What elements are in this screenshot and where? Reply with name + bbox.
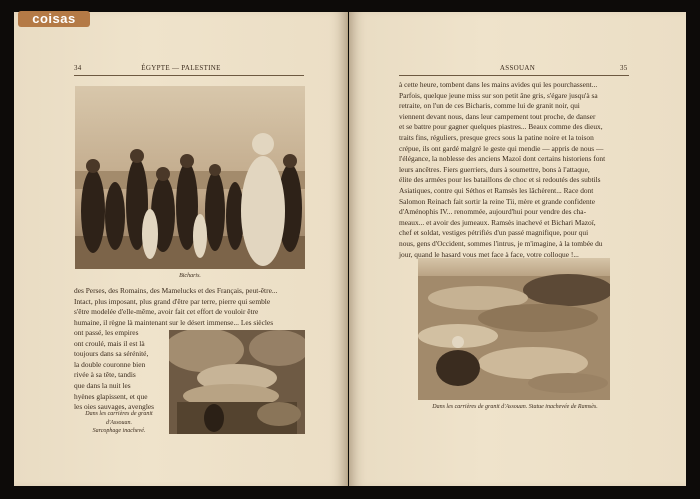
right-running-head: ASSOUAN xyxy=(499,64,536,72)
text-line: Intact, plus imposant, plus grand d'être par terre, pierre qui semble xyxy=(74,296,271,306)
text-line: crépue, ils ont gardé malgré le geste qui mendie — appris de nous — xyxy=(399,143,604,153)
text-line: meaux... et avoir des jumeaux. Ramsès inachevé et Bichari Mazoï, xyxy=(399,217,596,227)
text-line: nous, gens d'Occident, sommes l'intrus, je m'imagine, à la tombée du xyxy=(399,238,603,248)
photo-bicharis xyxy=(75,86,305,269)
text-line: ont passé, les empires xyxy=(74,328,139,337)
sarcophagus-photo-drawing xyxy=(169,330,305,434)
text-line: toujours dans sa sérénité, xyxy=(74,349,149,359)
text-line: ont croulé, mais il est là xyxy=(74,338,145,348)
text-line: chef et soldat, vestiges pétrifiés d'un passé magnifique, pour qui xyxy=(399,228,589,238)
watermark-logo: coisas xyxy=(18,11,90,27)
left-header-rule xyxy=(74,75,304,76)
right-page xyxy=(349,12,686,486)
photo-sarcophagus-caption xyxy=(74,410,164,436)
ramses-photo-drawing xyxy=(418,258,610,400)
left-page-number: 34 xyxy=(74,64,82,72)
text-line: que dans la nuit les xyxy=(74,380,131,390)
text-line: la double couronne bien xyxy=(74,359,146,369)
text-line: et se battre pour gagner quelques piastres... Beaux comme des dieux, xyxy=(399,122,603,132)
photo-sarcophagus xyxy=(169,330,305,434)
text-line: élite des armées pour les bataillons de choc et si redoutés des subtils xyxy=(399,175,601,185)
text-line: Parfois, quelque jeune miss sur son petit âne gris, s'égare jusqu'à sa xyxy=(399,90,598,100)
text-line: Asiatiques, contre qui Séthos et Ramsès les lâchèrent... Race dont xyxy=(399,185,594,195)
left-page xyxy=(14,12,348,486)
text-line: hyènes glapissent, et que xyxy=(74,391,148,401)
left-body-narrow xyxy=(74,328,164,413)
right-header-rule xyxy=(399,75,629,76)
text-line: des Perses, des Romains, des Mamelucks et des Français, peut-être... xyxy=(74,286,278,295)
right-page-number: 35 xyxy=(620,64,628,72)
text-line: viennent devant nous, dans leur campement tout proche, de danser xyxy=(399,111,596,121)
caption-line: Sarcophage inachevé. xyxy=(92,428,146,434)
text-line: humaine, il règne là maintenant sur le désert immense... Les siècles xyxy=(74,317,274,327)
text-line: à cette heure, tombent dans les mains avides qui les pourchassent... xyxy=(399,80,598,89)
left-body-full xyxy=(74,286,306,328)
bicharis-photo-drawing xyxy=(75,86,305,269)
right-body xyxy=(399,80,631,260)
caption-line: Dans les carrières de granit xyxy=(85,411,153,417)
text-line: traits fins, réguliers, presque grecs sous la patine noire et la toison xyxy=(399,132,594,142)
photo-ramses-statue xyxy=(418,258,610,400)
text-line: retraite, on l'un de ces Bicharis, comme lui de granit noir, qui xyxy=(399,101,580,111)
text-line: Salomon Reinach fait sortir la reine Tii, mère et grande confidente xyxy=(399,196,595,206)
photo-bicharis-caption: Bicharis. xyxy=(179,273,201,279)
text-line: les oies sauvages, avengles xyxy=(74,402,155,412)
text-line: s'être modelée d'elle-même, avoir fait cet effort de vouloir être xyxy=(74,307,259,317)
caption-line: d'Assouan. xyxy=(105,419,133,426)
text-line: rivée à sa tête, tandis xyxy=(74,370,136,380)
text-line: l'élégance, la noblesse des anciens Mazoï dont certains historiens font xyxy=(399,154,606,164)
left-running-head: ÉGYPTE — PALESTINE xyxy=(141,64,221,72)
text-line: leurs ancêtres. Fiers guerriers, durs à soumettre, bons à l'attaque, xyxy=(399,164,590,174)
text-line: d'Aménophis IV... renommée, aujourd'hui pour vendre des cha- xyxy=(399,207,587,217)
text-line: jour, quand le hasard vous met face à face, votre colloque !... xyxy=(399,249,579,259)
photo-ramses-caption: Dans les carrières de granit d'Assouan. Statue inachevée de Ramsès. xyxy=(432,404,598,410)
